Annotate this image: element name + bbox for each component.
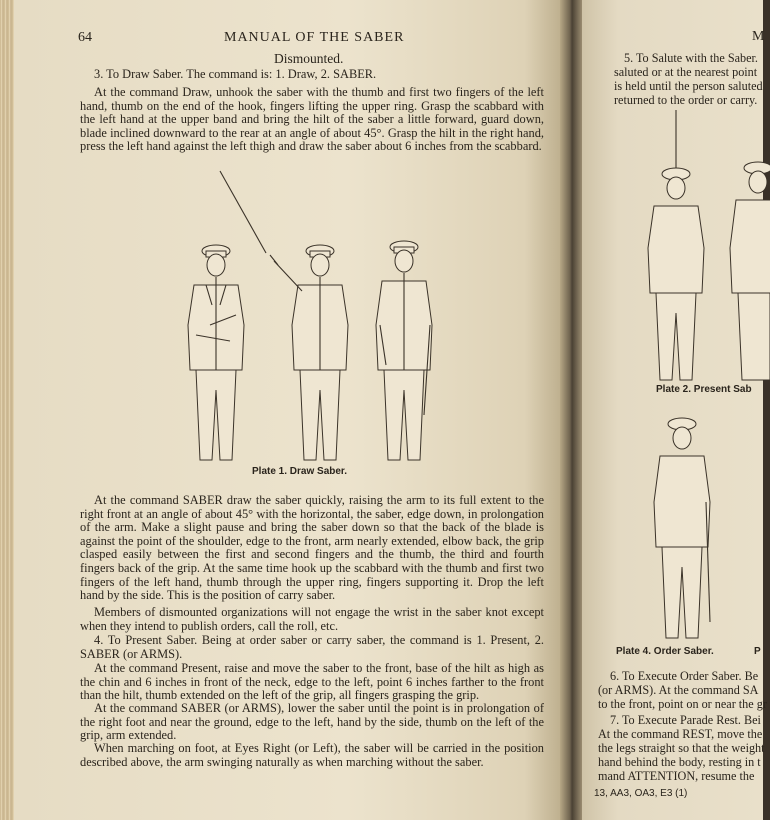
plate-2-caption: Plate 2. Present Sab [656, 384, 752, 395]
subhead: Dismounted. [274, 51, 344, 66]
paragraph-dismounted: Members of dismounted organizations will not engage the wrist in the saber knot except when they intend to publish orders, call the roll, etc. [80, 605, 544, 633]
paragraph-draw: At the command Draw, unhook the saber with the thumb and first two fingers of the left hand, thumb on the end of the hook, fingers lifting the upper ring. Grasp the scabbard with the left hand at the upper band and bring the hilt of the saber a little forward, guard down, blade inclined downward to the rear at an angle of about 45°. Grasp the hilt in the right hand, press the left hand against the left thigh and draw the saber about 6 inches from the scabbard. [80, 85, 544, 154]
running-head: MANUAL OF THE SABER [224, 30, 405, 45]
paragraph-saber: At the command SABER draw the saber quickly, raising the arm to its full extent to the right front at an angle of about 45° with the horizontal, the saber, edge down, in prolongation of the arm. Make a slight pause and bring the saber down so that the back of the blade is against the point of the shoulder, edge to the front, arm nearly extended, elbow back, the grip clasped easily between the first and second fingers and the thumb, the third and fourth fingers back of the grip. At the same time hook up the scabbard with the thumb and first two fingers of the left hand, thumb through the upper ring, fingers supporting it. Drop the left hand by the side. This is the position of carry saber. [80, 493, 544, 603]
right-line-12: mand ATTENTION, resume the [598, 769, 755, 783]
left-page [14, 0, 569, 820]
right-line-6: (or ARMS). At the command SA [598, 683, 759, 697]
page-number: 64 [78, 30, 92, 45]
right-line-9: At the command REST, move the [598, 727, 763, 741]
right-line-10: the legs straight so that the weight [598, 741, 765, 755]
paragraph-arms: At the command SABER (or ARMS), lower the saber until the point is in prolongation of the right foot and near the ground, edge to the left, hand by the side, thumb on the left of the grip, arm extended. [80, 701, 544, 743]
plate-4-illustration [644, 412, 724, 644]
right-line-5: 6. To Execute Order Saber. Be [610, 669, 759, 683]
right-line-11: hand behind the body, resting in t [598, 755, 761, 769]
plate-fragment: P [754, 646, 761, 657]
right-footer: 13, AA3, OA3, E3 (1) [594, 788, 688, 799]
section-4-title: 4. To Present Saber. Being at order saber or carry saber, the command is 1. Present, 2. SABER (or ARMS). [80, 633, 544, 661]
right-running-head: M [752, 29, 765, 44]
section-3-title: 3. To Draw Saber. The command is: 1. Draw, 2. SABER. [94, 67, 377, 81]
paragraph-marching: When marching on foot, at Eyes Right (or Left), the saber will be carried in the position described above, the arm swinging naturally as when marching without the saber. [80, 741, 544, 769]
right-line-7: to the front, point on or near the gr [598, 697, 767, 711]
right-line-2: saluted or at the nearest point [614, 65, 758, 79]
right-line-4: returned to the order or carry. [614, 93, 758, 107]
plate-2-illustration [640, 108, 770, 388]
page-edges [0, 0, 14, 820]
paragraph-present: At the command Present, raise and move the saber to the front, base of the hilt as high as the chin and 6 inches in front of the neck, edge to the left, point 6 inches farther to the front than the hilt, thumb extended on the left of the grip, all fingers grasping the grip. [80, 661, 544, 703]
right-page [582, 0, 767, 820]
book-gutter [560, 0, 582, 820]
right-line-1: 5. To Salute with the Saber. [624, 51, 758, 65]
figure-draw-1 [188, 245, 244, 460]
figure-draw-3 [376, 241, 432, 460]
right-line-3: is held until the person saluted [614, 79, 763, 93]
plate-1-illustration [184, 165, 444, 470]
plate-1-caption: Plate 1. Draw Saber. [252, 466, 348, 477]
plate-4-caption: Plate 4. Order Saber. [616, 646, 714, 657]
right-line-8: 7. To Execute Parade Rest. Bei [610, 713, 761, 727]
